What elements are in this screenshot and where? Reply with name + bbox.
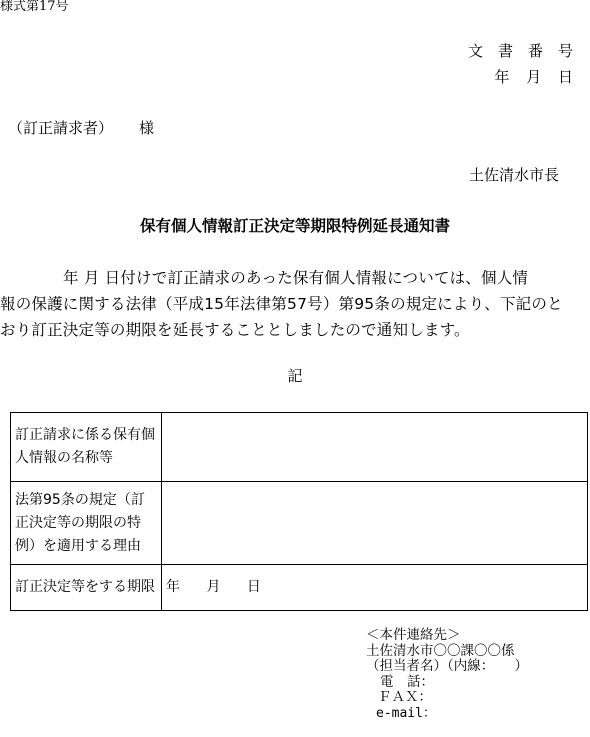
row-value: [162, 413, 588, 482]
table-row: [11, 413, 588, 482]
contact-heading: ＜本件連絡先＞: [366, 627, 461, 643]
table-row: [11, 565, 588, 611]
document-number-label: 文書番号: [467, 42, 588, 60]
row-label: 訂正請求に係る保有個人情報の名称等: [11, 413, 162, 482]
contact-fax: ＦＡＸ：: [378, 689, 432, 705]
form-number: 様式第17号: [0, 0, 69, 14]
info-table: [10, 412, 588, 611]
recipient: [8, 121, 154, 136]
recipient-name-placeholder: （訂正請求者）: [8, 119, 114, 137]
sender: 土佐清水市長: [468, 166, 559, 184]
row-label: 訂正決定等をする期限: [11, 565, 162, 611]
body-line: 報の保護に関する法律（平成15年法律第57号）第95条の規定により、下記のと: [0, 295, 563, 313]
contact-block: [366, 628, 528, 721]
body-line: 年 月 日付けで訂正請求のあった保有個人情報については、個人情: [63, 269, 529, 287]
document-title: 保有個人情報訂正決定等期限特例延長通知書: [139, 217, 450, 235]
row-value: [162, 482, 588, 565]
body-text: [0, 265, 590, 343]
document-date-label: 年 月 日: [494, 68, 573, 86]
recipient-honorific: 様: [139, 119, 155, 137]
deadline-date: 年 月 日: [162, 565, 588, 611]
row-label: 法第95条の規定（訂正決定等の期限の特例）を適用する理由: [11, 482, 162, 565]
note-heading: 記: [287, 367, 303, 385]
body-line: おり訂正決定等の期限を延長することとしましたので通知します。: [0, 321, 470, 339]
contact-email: e-mail：: [376, 705, 436, 721]
contact-tel: 電 話：: [380, 673, 434, 690]
table-row: [11, 482, 588, 565]
contact-department: 土佐清水市〇〇課〇〇係: [366, 642, 515, 659]
contact-person: （担当者名）（内線： ）: [366, 658, 528, 674]
